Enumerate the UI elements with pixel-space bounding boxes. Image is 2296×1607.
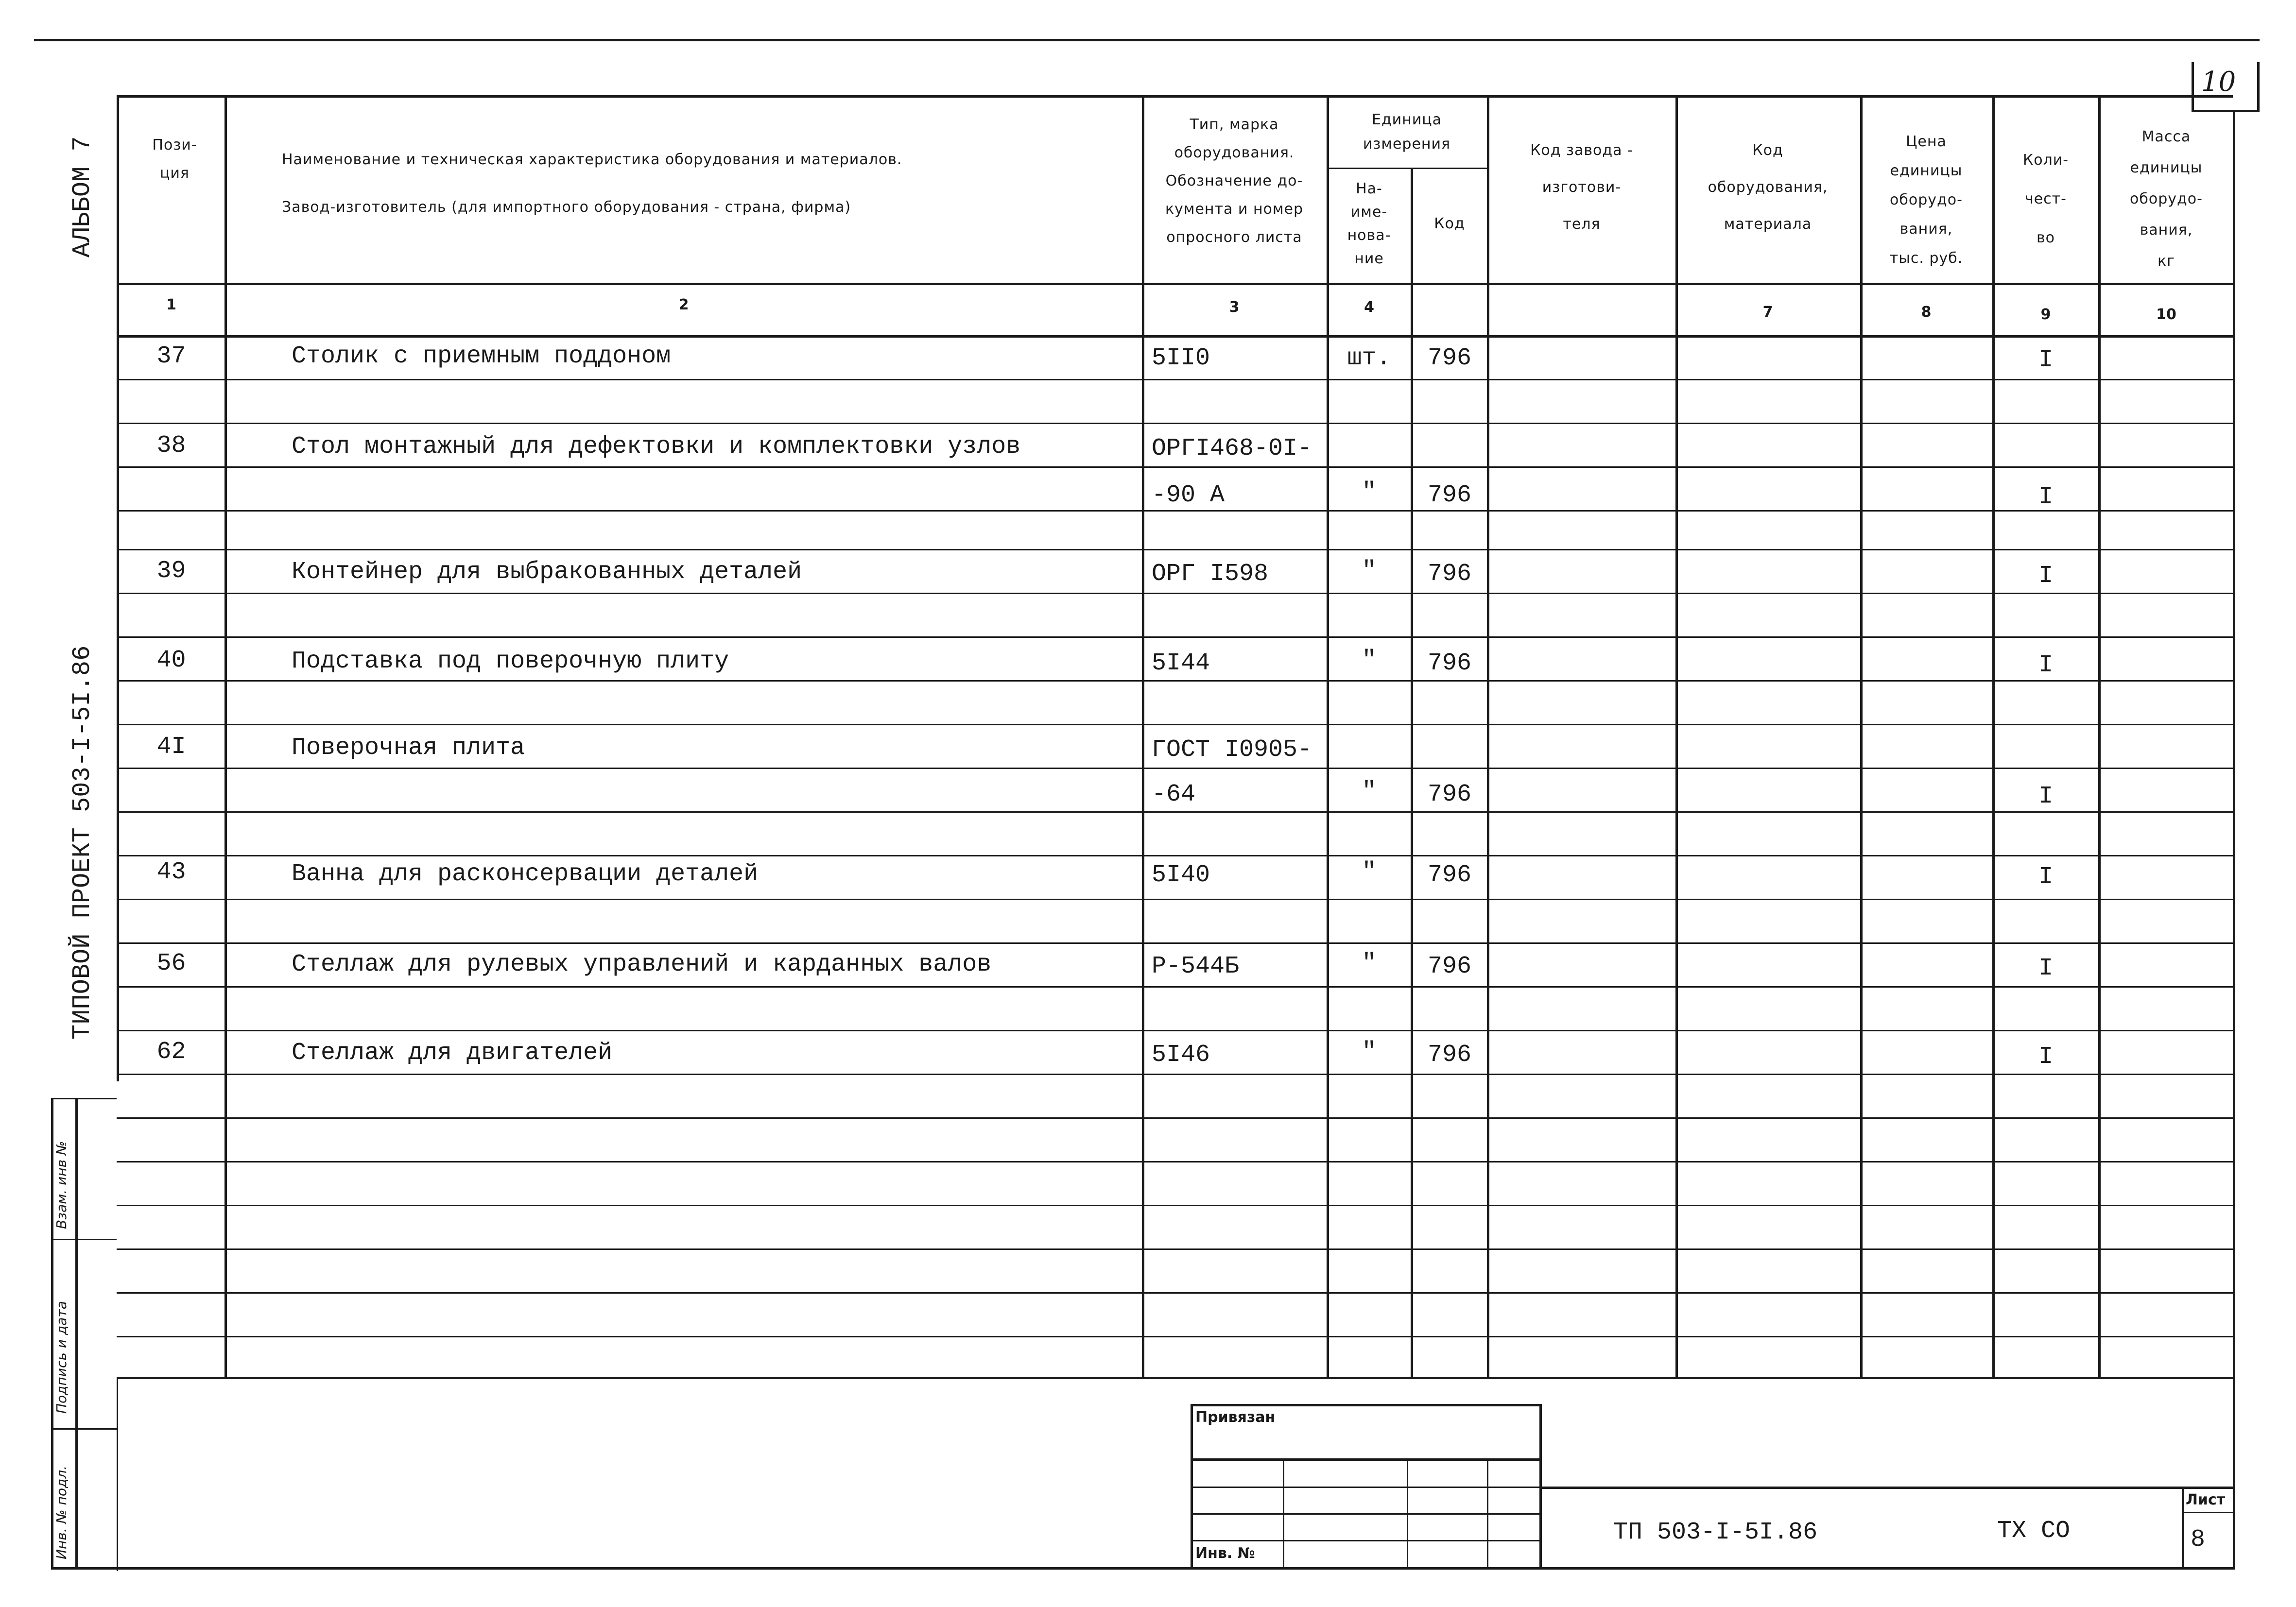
cell-code: 796 bbox=[1427, 953, 1471, 980]
cell-name: Стеллаж для рулевых управлений и карданных валов bbox=[292, 951, 992, 978]
cell-position: 56 bbox=[156, 950, 186, 977]
cell-code: 796 bbox=[1427, 1041, 1471, 1069]
cell-code: 796 bbox=[1427, 481, 1471, 509]
header-unit-code: Код bbox=[1434, 215, 1465, 232]
cell-quantity: I bbox=[2038, 651, 2053, 679]
side-label-project: ТИПОВОЙ ПРОЕКТ 503-I-5I.86 bbox=[68, 645, 97, 1040]
cell-code: 796 bbox=[1427, 560, 1471, 588]
cell-position: 62 bbox=[156, 1038, 186, 1066]
page-number: 10 bbox=[2201, 66, 2236, 98]
cell-code: 796 bbox=[1427, 781, 1471, 808]
cell-type: 5I46 bbox=[1152, 1041, 1210, 1069]
side-label-inv-repl: Взам. инв № bbox=[53, 1141, 69, 1229]
cell-position: 39 bbox=[156, 557, 186, 585]
column-number: 1 bbox=[166, 296, 176, 313]
cell-quantity: I bbox=[2038, 483, 2053, 511]
sheet-label: Лист bbox=[2186, 1491, 2226, 1508]
cell-name: Ванна для расконсервации деталей bbox=[292, 860, 759, 888]
cell-name: Контейнер для выбракованных деталей bbox=[292, 558, 802, 586]
cell-name: Стол монтажный для дефектовки и комплектовки узлов bbox=[292, 433, 1021, 461]
cell-unit: " bbox=[1362, 778, 1377, 805]
cell-unit: " bbox=[1362, 950, 1377, 977]
cell-type: -64 bbox=[1152, 781, 1196, 808]
cell-type: 5I40 bbox=[1152, 861, 1210, 889]
cell-quantity: I bbox=[2038, 783, 2053, 810]
header-position: Пози- ция bbox=[152, 137, 197, 182]
cell-type: ОРГI468-0I- bbox=[1152, 435, 1312, 462]
cell-type: ГОСТ I0905- bbox=[1152, 736, 1312, 764]
cell-name: Стеллаж для двигателей bbox=[292, 1039, 613, 1067]
document-code: ТП 503-I-5I.86 bbox=[1613, 1519, 1818, 1546]
cell-name: Поверочная плита bbox=[292, 734, 525, 762]
document-type: ТХ СО bbox=[1997, 1517, 2071, 1545]
cell-code: 796 bbox=[1427, 650, 1471, 677]
header-type: Тип, марка оборудования. Обозначение до- кумента и номер опросного листа bbox=[1165, 116, 1304, 246]
cell-quantity: I bbox=[2038, 863, 2053, 891]
column-number: 2 bbox=[678, 296, 689, 313]
cell-unit: " bbox=[1362, 1038, 1377, 1066]
cell-unit: " bbox=[1362, 647, 1377, 674]
column-number: 4 bbox=[1364, 299, 1374, 316]
column-number: 3 bbox=[1229, 299, 1240, 316]
cell-position: 38 bbox=[156, 432, 186, 460]
cell-unit: шт. bbox=[1347, 344, 1391, 372]
cell-type: 5II0 bbox=[1152, 344, 1210, 372]
header-equipment-code: Код оборудования, материала bbox=[1708, 142, 1828, 233]
header-unit-name: На- име- нова- ние bbox=[1347, 180, 1391, 267]
column-number: 8 bbox=[1921, 304, 1932, 321]
cell-position: 4I bbox=[156, 733, 186, 761]
cell-code: 796 bbox=[1427, 861, 1471, 889]
column-number: 10 bbox=[2156, 306, 2176, 323]
header-unit-group: Единица измерения bbox=[1363, 111, 1451, 153]
side-label-sign-date: Подпись и дата bbox=[53, 1301, 69, 1414]
cell-unit: " bbox=[1362, 557, 1377, 585]
cell-position: 37 bbox=[156, 342, 186, 370]
cell-type: ОРГ I598 bbox=[1152, 560, 1269, 588]
cell-type: 5I44 bbox=[1152, 650, 1210, 677]
header-mass: Масса единицы оборудо- вания, кг bbox=[2130, 128, 2203, 270]
cell-position: 43 bbox=[156, 858, 186, 886]
column-number: 7 bbox=[1762, 304, 1773, 321]
privyazan-label: Привязан bbox=[1195, 1409, 1276, 1426]
header-quantity: Коли- чест- во bbox=[2022, 152, 2069, 246]
cell-name: Подставка под поверочную плиту bbox=[292, 648, 729, 675]
inv-number-label: Инв. № bbox=[1195, 1545, 1255, 1562]
side-label-inv-orig: Инв. № подл. bbox=[53, 1465, 69, 1559]
cell-code: 796 bbox=[1427, 344, 1471, 372]
header-price: Цена единицы оборудо- вания, тыс. руб. bbox=[1889, 133, 1963, 267]
cell-unit: " bbox=[1362, 858, 1377, 886]
column-number: 9 bbox=[2040, 306, 2051, 323]
cell-unit: " bbox=[1362, 479, 1377, 506]
cell-type: Р-544Б bbox=[1152, 953, 1240, 980]
side-label-album: АЛЬБОМ 7 bbox=[68, 136, 97, 257]
header-plant-code: Код завода - изготови- теля bbox=[1530, 142, 1633, 233]
cell-quantity: I bbox=[2038, 562, 2053, 590]
cell-quantity: I bbox=[2038, 1043, 2053, 1071]
header-name: Наименование и техническая характеристика оборудования и материалов. Завод-изготовитель (для импортного оборудования - страна, фирма) bbox=[282, 151, 902, 216]
cell-quantity: I bbox=[2038, 955, 2053, 982]
cell-type: -90 А bbox=[1152, 481, 1225, 509]
cell-position: 40 bbox=[156, 647, 186, 674]
cell-quantity: I bbox=[2038, 346, 2053, 374]
sheet-number: 8 bbox=[2191, 1526, 2206, 1554]
cell-name: Столик с приемным поддоном bbox=[292, 342, 671, 370]
